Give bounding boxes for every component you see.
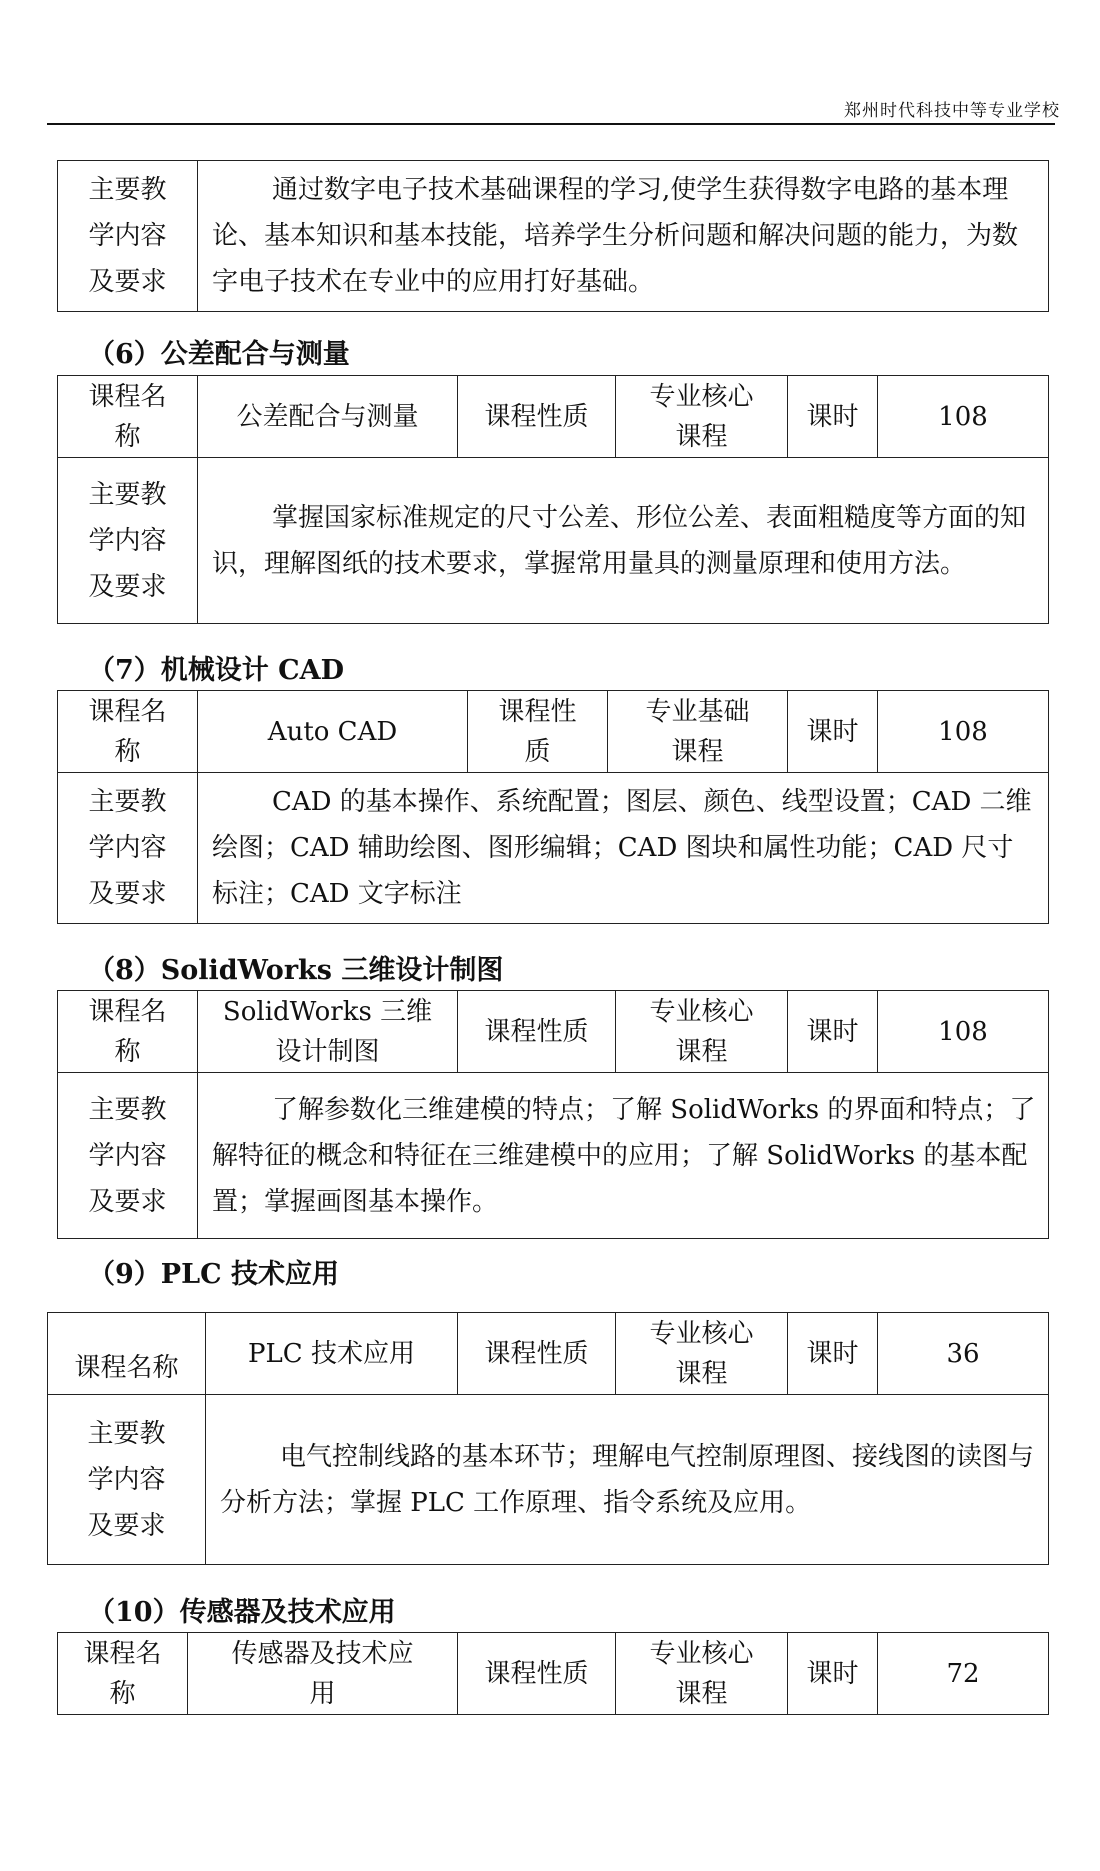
course-nature-label: 课程性 质 <box>468 691 608 773</box>
content-label: 主要教 学内容 及要求 <box>58 458 198 624</box>
content-label: 主要教 学内容 及要求 <box>48 1395 206 1565</box>
course-name-label: 课程名 称 <box>58 376 198 458</box>
hours-value: 72 <box>878 1633 1049 1715</box>
course-nature: 专业核心 课程 <box>616 1633 788 1715</box>
course-name-label: 课程名称 <box>48 1313 206 1395</box>
course-table-tolerance <box>57 375 1049 624</box>
hours-label: 课时 <box>788 991 878 1073</box>
section-title-10: （10）传感器及技术应用 <box>88 1597 396 1628</box>
school-name-header: 郑州时代科技中等专业学校 <box>844 101 1060 121</box>
course-nature-label: 课程性质 <box>458 1313 616 1395</box>
content-label: 主要教 学内容 及要求 <box>58 161 198 312</box>
course-name: Auto CAD <box>198 691 468 773</box>
course-name-label: 课程名 称 <box>58 1633 188 1715</box>
course-name: SolidWorks 三维 设计制图 <box>198 991 458 1073</box>
course-nature-label: 课程性质 <box>458 991 616 1073</box>
hours-label: 课时 <box>788 1313 878 1395</box>
content-label: 主要教 学内容 及要求 <box>58 773 198 924</box>
content-description: 通过数字电子技术基础课程的学习,使学生获得数字电路的基本理论、基本知识和基本技能，培养学生分析问题和解决问题的能力，为数字电子技术在专业中的应用打好基础。 <box>198 161 1049 312</box>
course-table-cad <box>57 690 1049 924</box>
hours-value: 36 <box>878 1313 1049 1395</box>
course-name: PLC 技术应用 <box>206 1313 458 1395</box>
digital-electronics-table <box>57 160 1049 312</box>
section-title-7: （7）机械设计 CAD <box>88 655 345 686</box>
course-name: 公差配合与测量 <box>198 376 458 458</box>
content-description: 了解参数化三维建模的特点；了解 SolidWorks 的界面和特点；了解特征的概念和特征在三维建模中的应用；了解 SolidWorks 的基本配置；掌握画图基本操作。 <box>198 1073 1049 1239</box>
hours-label: 课时 <box>788 1633 878 1715</box>
content-description: 电气控制线路的基本环节；理解电气控制原理图、接线图的读图与分析方法；掌握 PLC 工作原理、指令系统及应用。 <box>206 1395 1049 1565</box>
hours-value: 108 <box>878 691 1049 773</box>
content-label: 主要教 学内容 及要求 <box>58 1073 198 1239</box>
course-table-plc <box>47 1312 1049 1565</box>
section-title-8: （8）SolidWorks 三维设计制图 <box>88 955 504 986</box>
course-nature: 专业基础 课程 <box>608 691 788 773</box>
section-title-9: （9）PLC 技术应用 <box>88 1259 339 1290</box>
content-description: 掌握国家标准规定的尺寸公差、形位公差、表面粗糙度等方面的知识，理解图纸的技术要求，掌握常用量具的测量原理和使用方法。 <box>198 458 1049 624</box>
course-nature: 专业核心 课程 <box>616 991 788 1073</box>
course-table-sensor <box>57 1632 1049 1715</box>
hours-label: 课时 <box>788 376 878 458</box>
course-table-solidworks <box>57 990 1049 1239</box>
course-name: 传感器及技术应 用 <box>188 1633 458 1715</box>
hours-label: 课时 <box>788 691 878 773</box>
course-name-label: 课程名 称 <box>58 991 198 1073</box>
course-nature: 专业核心 课程 <box>616 376 788 458</box>
hours-value: 108 <box>878 991 1049 1073</box>
course-nature-label: 课程性质 <box>458 1633 616 1715</box>
course-nature: 专业核心 课程 <box>616 1313 788 1395</box>
section-title-6: （6）公差配合与测量 <box>88 339 350 370</box>
header-divider <box>47 123 1055 125</box>
course-name-label: 课程名 称 <box>58 691 198 773</box>
content-description: CAD 的基本操作、系统配置；图层、颜色、线型设置；CAD 二维绘图；CAD 辅助绘图、图形编辑；CAD 图块和属性功能；CAD 尺寸标注；CAD 文字标注 <box>198 773 1049 924</box>
course-nature-label: 课程性质 <box>458 376 616 458</box>
hours-value: 108 <box>878 376 1049 458</box>
